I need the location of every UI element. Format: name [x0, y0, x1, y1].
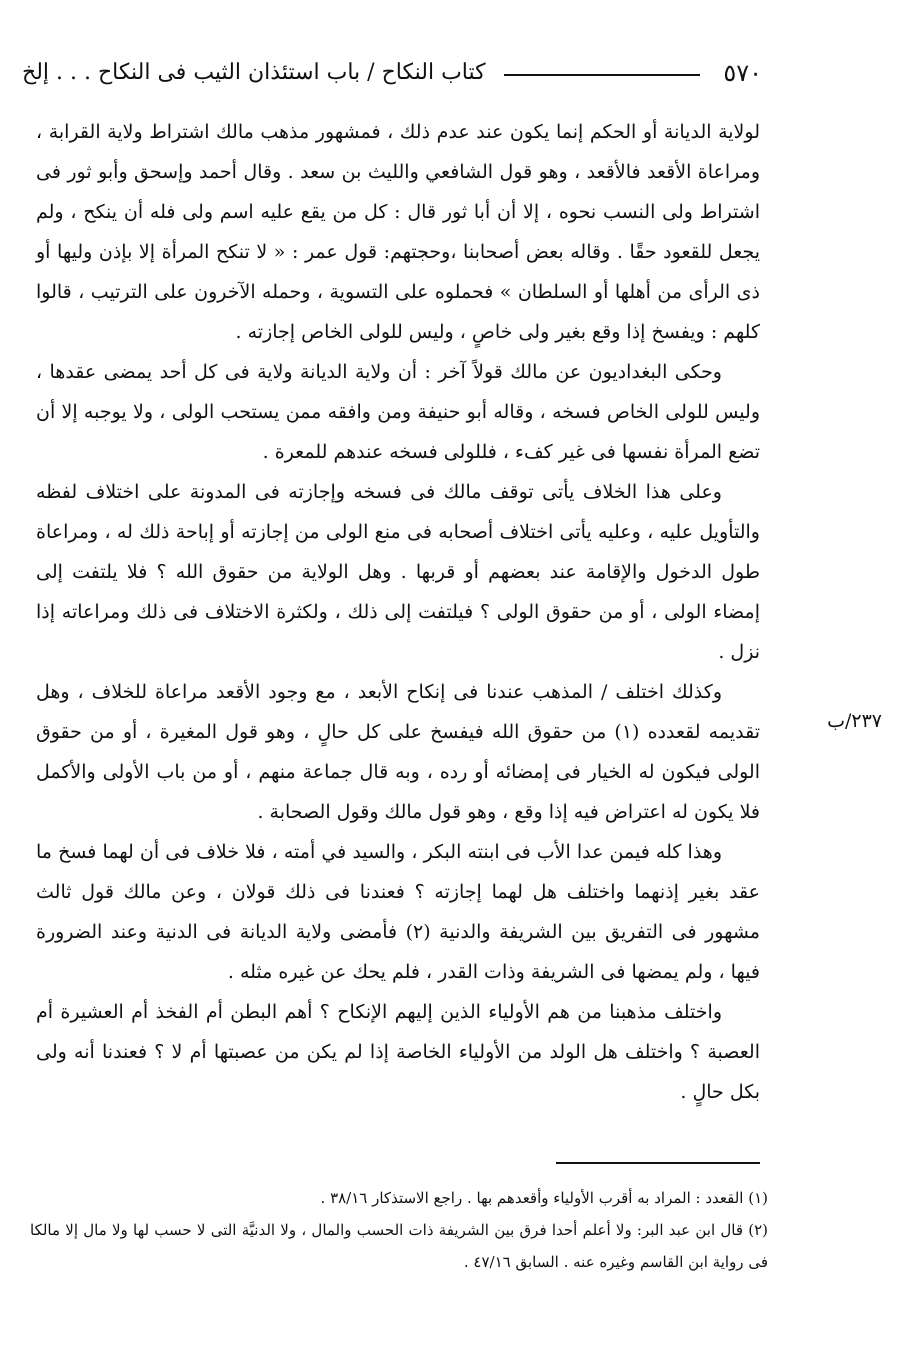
footnote-separator: [556, 1162, 760, 1164]
paragraph-6: واختلف مذهبنا من هم الأولياء الذين إليهم الإنكاح ؟ أهم البطن أم الفخذ أم العشيرة أم العصبة ؟ واختلف هل الولد من الأولياء الخاصة إذا لم يكن من عصبتها أم لا ؟ فعندنا أنه ولى بكل حالٍ .: [36, 1001, 761, 1103]
main-text: [36, 112, 760, 1112]
running-title: كتاب النكاح / باب استئذان الثيب فى النكاح . . . إلخ: [22, 60, 486, 85]
paragraph-2: وحكى البغداديون عن مالك قولاً آخر : أن ولاية الديانة ولاية فى كل أحد يمضى عقدها ، وليس للولى الخاص فسخه ، وقاله أبو حنيفة ومن وافقه ممن يستحب الولى ، ولا يوجبه إلا أن تضع المرأة نفسها فى غير كفء ، فللولى فسخه عندهم للمعرة .: [36, 361, 760, 463]
page-number: ٥٧٠: [723, 59, 762, 87]
paragraph-1: لولاية الديانة أو الحكم إنما يكون عند عدم ذلك ، فمشهور مذهب مالك اشتراط ولاية القرابة ، ومراعاة الأقعد فالأقعد ، وهو قول الشافعي والليث بن سعد . وقال أحمد وإسحق وأبو ثور فى اشتراط ولى النسب نحوه ، إلا أن أبا ثور قال : كل من يقع عليه اسم ولى فله أن ينكح ، ولم يجعل للقعود حقًا . وقاله بعض أصحابنا ،وحجتهم: قول عمر : « لا تنكح المرأة إلا بإذن وليها أو ذى الرأى من أهلها أو السلطان » فحملوه على التسوية ، وحمله الآخرون على الترتيب ، قالوا كلهم : ويفسخ إذا وقع بغير ولى خاصٍ ، وليس للولى الخاص إجازته .: [36, 121, 760, 343]
page-header: [22, 56, 762, 92]
paragraph-5: وهذا كله فيمن عدا الأب فى ابنته البكر ، والسيد في أمته ، فلا خلاف فى أن لهما فسخ ما عقد بغير إذنهما واختلف هل لهما إجازته ؟ فعندنا فى ذلك قولان ، وعن مالك قول ثالث مشهور فى التفريق بين الشريفة والدنية (٢) فأمضى ولاية الديانة فى الدنية وعند الضرورة فيها ، ولم يمضها فى الشريفة وذات القدر ، فلم يحك عن غيره مثله .: [36, 841, 760, 983]
footnotes: [30, 1182, 768, 1278]
footnote-2: (٢) قال ابن عبد البر: ولا أعلم أحدا فرق بين الشريفة ذات الحسب والمال ، ولا الدنيَّة التى لا حسب لها ولا مال إلا مالكا فى رواية ابن القاسم وغيره عنه . السابق ٤٧/١٦ .: [30, 1221, 768, 1271]
manuscript-folio-marker: ٢٣٧/ب: [827, 710, 882, 732]
footnote-1: (١) القعدد : المراد به أقرب الأولياء وأقعدهم بها . راجع الاستذكار ٣٨/١٦ .: [320, 1189, 768, 1207]
header-rule: [504, 74, 700, 76]
paragraph-4: وكذلك اختلف / المذهب عندنا فى إنكاح الأبعد ، مع وجود الأقعد مراعاة للخلاف ، وهل تقديمه لقعدده (١) من حقوق الله فيفسخ على كل حالٍ ، وهو قول المغيرة ، أو من حقوق الولى فيكون له الخيار فى إمضائه أو رده ، وبه قال جماعة منهم ، أو من باب الأولى والأكمل فلا يكون له اعتراض فيه إذا وقع ، وهو قول مالك وقول الصحابة .: [36, 681, 761, 823]
paragraph-3: وعلى هذا الخلاف يأتى توقف مالك فى فسخه وإجازته فى المدونة على اختلاف لفظه والتأويل عليه ، وعليه يأتى اختلاف أصحابه فى منع الولى من إجازته أو إباحة ذلك له ، ومراعاة طول الدخول والإقامة عند بعضهم أو قربها . وهل الولاية من حقوق الله ؟ فلا يلتفت إلى إمضاء الولى ، أو من حقوق الولى ؟ فيلتفت إلى ذلك ، ولكثرة الاختلاف فى ذلك ومراعاته إذا نزل .: [36, 481, 760, 663]
